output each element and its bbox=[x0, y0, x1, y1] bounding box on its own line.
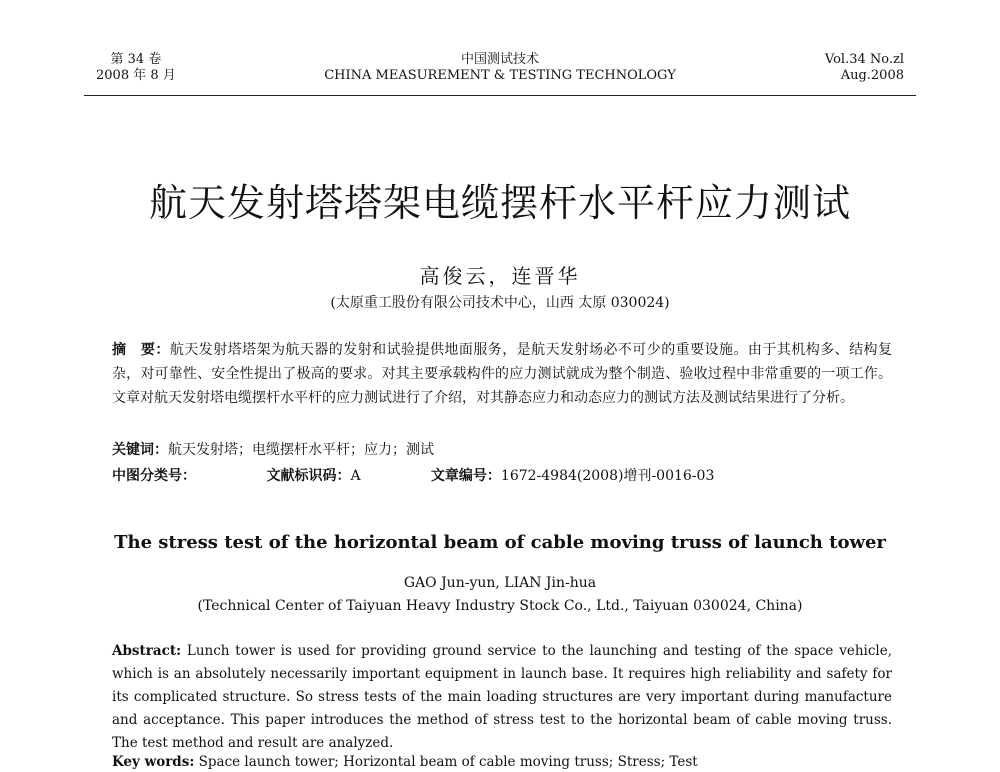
abstract-en bbox=[112, 640, 892, 755]
authors-cn: 高俊云，连晋华 bbox=[419, 264, 581, 288]
volume-label: 第 34 卷 bbox=[110, 52, 162, 67]
abstract-cn bbox=[112, 338, 892, 410]
journal-vol-no bbox=[825, 52, 904, 84]
journal-volume-date bbox=[96, 52, 176, 84]
abstract-en-label: Abstract: bbox=[112, 643, 182, 659]
keywords-cn bbox=[112, 440, 434, 460]
journal-name-en: CHINA MEASUREMENT & TESTING TECHNOLOGY bbox=[324, 68, 676, 83]
date-label: 2008 年 8 月 bbox=[96, 68, 176, 83]
doc-code-value: A bbox=[350, 468, 361, 484]
classification-row bbox=[112, 466, 892, 486]
journal-name bbox=[300, 52, 700, 84]
doc-code-label: 文献标识码： bbox=[266, 468, 351, 484]
keywords-en-text: Space launch tower; Horizontal beam of cable moving truss; Stress; Test bbox=[198, 754, 698, 770]
abstract-cn-text: 航天发射塔塔架为航天器的发射和试验提供地面服务，是航天发射场必不可少的重要设施。由于其机构多、结构复杂，对可靠性、安全性提出了极高的要求。对其主要承载构件的应力测试就成为整个制造、验收过程中非常重要的一项工作。文章对航天发射塔电缆摆杆水平杆的应力测试进行了介绍，对其静态应力和动态应力的测试方法及测试结果进行了分析。 bbox=[112, 342, 892, 406]
article-no-value: 1672-4984(2008)增刊-0016-03 bbox=[500, 468, 715, 484]
vol-no-label: Vol.34 No.zl bbox=[824, 52, 904, 67]
abstract-en-text: Lunch tower is used for providing ground service to the launching and testing of the space vehicle, which is an absolutely necessarily important equipment in launch base. It requires high reliability and safety for its complicated structure. So stress tests of the main loading structures are very important during manufacture and acceptance. This paper introduces the method of stress test to the horizontal beam of cable moving truss. The test method and result are analyzed. bbox=[112, 643, 892, 751]
keywords-en-label: Key words: bbox=[112, 754, 195, 770]
journal-name-cn: 中国测试技术 bbox=[460, 52, 539, 67]
affiliation-en: (Technical Center of Taiyuan Heavy Industry Stock Co., Ltd., Taiyuan 030024, China) bbox=[197, 598, 803, 614]
clc-label: 中图分类号： bbox=[112, 468, 196, 484]
paper-title-cn: 航天发射塔塔架电缆摆杆水平杆应力测试 bbox=[148, 181, 851, 225]
authors-en: GAO Jun-yun, LIAN Jin-hua bbox=[403, 575, 597, 591]
abstract-cn-label: 摘 要： bbox=[112, 342, 170, 358]
header-divider bbox=[84, 95, 916, 96]
issue-date-label: Aug.2008 bbox=[840, 68, 904, 83]
article-no-label: 文章编号： bbox=[430, 468, 501, 484]
keywords-cn-text: 航天发射塔；电缆摆杆水平杆；应力；测试 bbox=[168, 442, 434, 458]
affiliation-cn: (太原重工股份有限公司技术中心，山西 太原 030024) bbox=[330, 295, 670, 311]
keywords-en bbox=[112, 752, 892, 772]
paper-title-en: The stress test of the horizontal beam of cable moving truss of launch tower bbox=[114, 532, 886, 553]
keywords-cn-label: 关键词： bbox=[112, 442, 168, 458]
